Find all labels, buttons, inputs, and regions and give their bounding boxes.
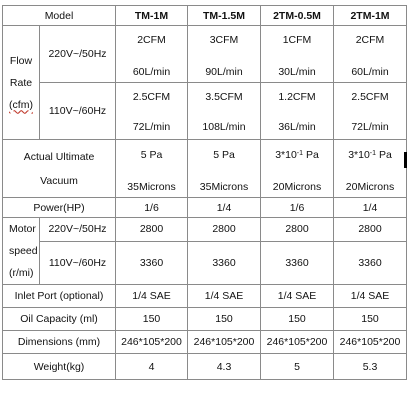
flow-rate-label [3, 26, 40, 140]
vacuum-value-cell [188, 140, 261, 198]
vacuum-pa-value [116, 149, 187, 161]
flow-cfm-value: 1.2CFM [278, 91, 316, 103]
pa-unit: Pa [303, 148, 319, 161]
power-value: 1/4 [334, 198, 407, 218]
motor-speed-value: 3360 [334, 241, 407, 284]
model-header: 2TM-1M [334, 6, 407, 26]
vacuum-microns-value: 20Microns [345, 180, 395, 193]
flow-cfm-value: 1CFM [282, 34, 312, 46]
flow-value-cell [334, 83, 407, 140]
flow-cfm-value: 2.5CFM [132, 91, 171, 103]
pa-exponent: -1 [369, 149, 377, 157]
flow-cfm-value: 2.5CFM [351, 91, 389, 103]
flow-voltage-label: 220V~/50Hz [40, 26, 116, 83]
header-row [3, 6, 407, 26]
flow-cfm-value: 3.5CFM [205, 91, 243, 103]
flow-lmin-value: 60L/min [351, 66, 389, 78]
dimensions-label: Dimensions (mm) [3, 331, 116, 354]
spec-table [2, 5, 407, 380]
vacuum-label-line: Actual Ultimate [23, 150, 95, 163]
flow-value-cell [188, 83, 261, 140]
flow-rate-label-line: (cfm) [9, 98, 33, 111]
vacuum-label-line: Vacuum [40, 174, 78, 187]
dimensions-value: 246*105*200 [188, 331, 261, 354]
flow-rate-label-line: Rate [9, 76, 33, 89]
flow-lmin-value: 108L/min [202, 121, 246, 133]
vacuum-pa-value [261, 149, 333, 161]
motor-speed-value: 3360 [116, 241, 188, 284]
flow-rate-row [3, 26, 407, 83]
model-header-label: Model [3, 6, 116, 26]
pa-unit: Pa [376, 148, 392, 161]
flow-cfm-value: 2CFM [137, 34, 166, 46]
edge-mark [404, 152, 407, 168]
motor-speed-label [3, 218, 40, 285]
pa-base: 3*10 [348, 148, 370, 161]
flow-lmin-value: 60L/min [132, 66, 171, 78]
dimensions-value: 246*105*200 [334, 331, 407, 354]
dimensions-value: 246*105*200 [116, 331, 188, 354]
model-header: TM-1.5M [188, 6, 261, 26]
weight-label: Weight(kg) [3, 354, 116, 380]
motor-voltage-label: 220V~/50Hz [40, 218, 116, 242]
power-value: 1/6 [261, 198, 334, 218]
motor-speed-value: 2800 [261, 218, 334, 242]
oil-capacity-value: 150 [188, 308, 261, 331]
oil-capacity-value: 150 [334, 308, 407, 331]
weight-value: 4.3 [188, 354, 261, 380]
dimensions-row [3, 331, 407, 354]
vacuum-value-cell [116, 140, 188, 198]
flow-value-cell [261, 26, 334, 83]
weight-row [3, 354, 407, 380]
flow-lmin-value: 90L/min [205, 66, 243, 78]
inlet-port-row [3, 285, 407, 308]
vacuum-label [3, 140, 116, 198]
vacuum-microns-value: 35Microns [127, 180, 176, 193]
weight-value: 4 [116, 354, 188, 380]
pa-exponent: -1 [296, 149, 304, 157]
flow-rate-row [3, 83, 407, 140]
motor-speed-label-line: speed [9, 245, 38, 257]
weight-value: 5.3 [334, 354, 407, 380]
motor-speed-value: 3360 [188, 241, 261, 284]
vacuum-microns-value: 35Microns [199, 180, 249, 193]
flow-lmin-value: 30L/min [278, 66, 316, 78]
weight-value: 5 [261, 354, 334, 380]
motor-speed-row [3, 241, 407, 284]
vacuum-value-cell [261, 140, 334, 198]
power-row [3, 198, 407, 218]
model-header: TM-1M [116, 6, 188, 26]
oil-capacity-value: 150 [116, 308, 188, 331]
power-value: 1/6 [116, 198, 188, 218]
pa-base: 5 Pa [213, 148, 235, 161]
flow-cfm-value: 2CFM [355, 34, 385, 46]
pa-base: 5 Pa [140, 148, 163, 161]
pa-base: 3*10 [275, 148, 297, 161]
flow-value-cell [116, 26, 188, 83]
inlet-port-value: 1/4 SAE [334, 285, 407, 308]
inlet-port-label: Inlet Port (optional) [3, 285, 116, 308]
oil-capacity-value: 150 [261, 308, 334, 331]
inlet-port-value: 1/4 SAE [261, 285, 334, 308]
flow-value-cell [261, 83, 334, 140]
flow-cfm-value: 3CFM [209, 34, 239, 46]
motor-speed-value: 2800 [188, 218, 261, 242]
dimensions-value: 246*105*200 [261, 331, 334, 354]
flow-rate-label-line: Flow [9, 54, 33, 67]
vacuum-row [3, 140, 407, 198]
vacuum-pa-value [188, 149, 260, 161]
motor-voltage-label: 110V~/60Hz [40, 241, 116, 284]
flow-lmin-value: 36L/min [278, 121, 316, 133]
oil-capacity-row [3, 308, 407, 331]
motor-speed-value: 2800 [334, 218, 407, 242]
inlet-port-value: 1/4 SAE [188, 285, 261, 308]
power-value: 1/4 [188, 198, 261, 218]
oil-capacity-label: Oil Capacity (ml) [3, 308, 116, 331]
flow-lmin-value: 72L/min [132, 121, 171, 133]
vacuum-microns-value: 20Microns [272, 180, 322, 193]
motor-speed-value: 2800 [116, 218, 188, 242]
motor-speed-row [3, 218, 407, 242]
inlet-port-value: 1/4 SAE [116, 285, 188, 308]
flow-value-cell [188, 26, 261, 83]
flow-voltage-label: 110V~/60Hz [40, 83, 116, 140]
flow-lmin-value: 72L/min [351, 121, 389, 133]
motor-speed-value: 3360 [261, 241, 334, 284]
motor-speed-label-line: Motor [9, 223, 36, 235]
model-header: 2TM-0.5M [261, 6, 334, 26]
motor-speed-label-line: (r/mi) [9, 267, 34, 279]
vacuum-value-cell [334, 140, 407, 198]
vacuum-pa-value [334, 149, 406, 161]
flow-value-cell [116, 83, 188, 140]
flow-value-cell [334, 26, 407, 83]
power-label: Power(HP) [3, 198, 116, 218]
